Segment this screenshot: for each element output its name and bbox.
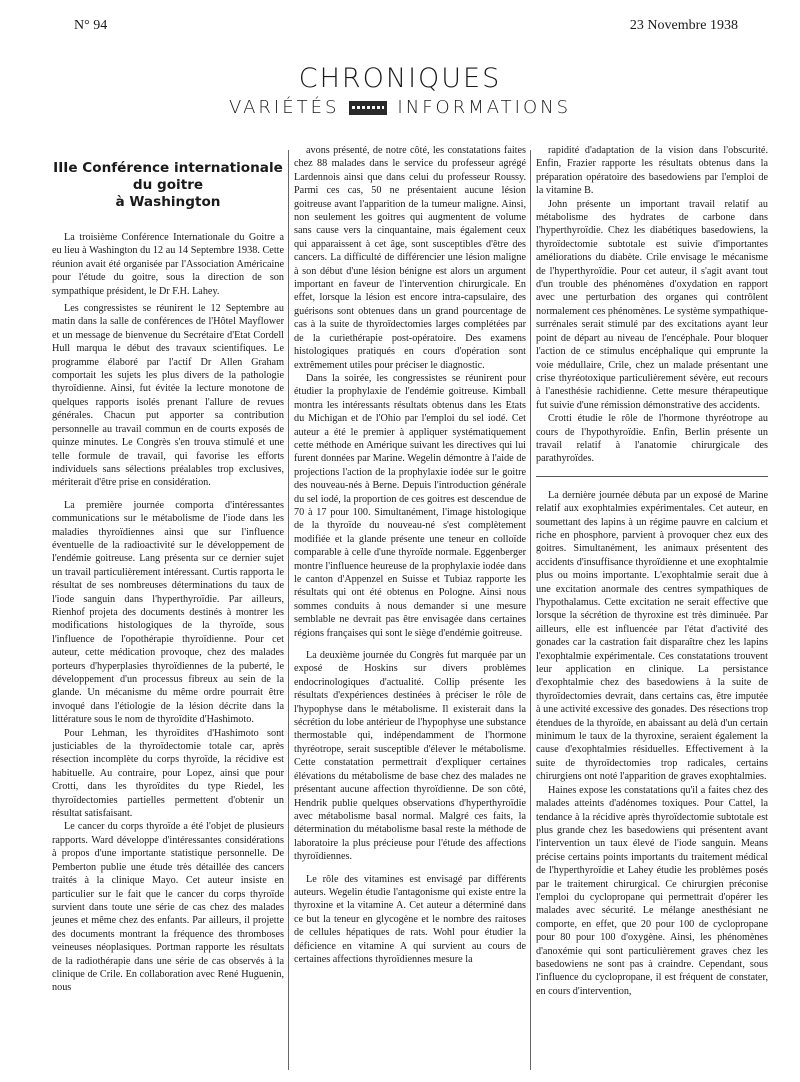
column-3: [536, 144, 768, 1072]
issue-number: N° 94: [74, 18, 108, 33]
paragraph: John présente un important travail relatif au métabolisme des hydrates de carbone dans l'hyperthyroïdie. Chez les diabétiques basedowiens, la thyroïdectomie subtotale est suivie d'importantes améliorations du diabète. Crile envisage le mécanisme de l'hyperthyroïdie. Pour cet auteur, il s'agit avant tout d'un trouble des phénomènes d'oxydation en rapport avec une perturbation des organes qui contrôlent normalement ces phénomènes. Le système sympathique-surrénales serait stimulé par des excitations ayant leur point de départ au niveau de l'encéphale. Pour bloquer l'action de ce stimulus encéphalique qui emprunte la voie médullaire, Crile, chez un malade présentant une crise thyréotoxique particulièrement sévère, eut recours à l'anesthésie rachidienne. Cette mesure thérapeutique fut suivie d'une rémission démonstrative des accidents.: [536, 198, 768, 411]
masthead-informations: INFORMATIONS: [397, 97, 572, 118]
column-1: [52, 144, 284, 1072]
issue-date: 23 Novembre 1938: [629, 18, 738, 33]
paragraph: Les congressistes se réunirent le 12 Septembre au matin dans la salle de conférences de l'Hôtel Mayflower et un message de bienvenue du Secrétaire d'Etat Cordell Hull marqua le début des travaux scientifiques. Le programme élaboré par l'actif Dr Allen Graham comportait les sujets les plus divers de la pathologie thyroïdienne. Ainsi, fut évitée la lecture monotone de quelques rapports isolés prenant l'allure de revues générales. Chacun put apporter sa contribution personnelle au travail commun en de courts exposés de quinze minutes. Le Congrès s'en trouva stimulé et une telle formule de travail, qui favorise les efforts individuels sans sélections préalables trop exclusives, mériterait d'être prise en considération.: [52, 303, 284, 489]
paragraph: Crotti étudie le rôle de l'hormone thyréotrope au cours de l'hypothyroïdie. Enfin, Berlin présente un travail relatif à l'anatomie chirurgicale des parathyroïdes.: [536, 413, 768, 465]
paragraph: Le cancer du corps thyroïde a été l'objet de plusieurs rapports. Ward développe d'intéressantes considérations à propos d'une importante statistique personnelle. De Pemberton publie une étude très détaillée des cancers traités à la clinique Mayo. Cet auteur insiste en particulier sur le fait que le cancer du corps thyroïde survient dans toute une série de cas chez des malades jeunes et même chez des enfants. Par ailleurs, il projette des documents montrant la fréquence des thromboses veineuses néoplasiques. Portman rapporte les résultats de la radiothérapie dans une série de cas observés à la clinique de Crile. En collaboration avec René Huguenin, nous: [52, 821, 284, 994]
paragraph: Dans la soirée, les congressistes se réunirent pour étudier la prophylaxie de l'endémie goitreuse. Kimball montra les intéressants résultats obtenus dans les Etats du Michigan et de l'Ohio par l'emploi du sel iodé. Cet auteur a été le premier à appliquer systématiquement cette méthode en Amérique suivant les directives qui lui furent données par Marine. Wegelin démontre à l'aide de projections l'action de la prophylaxie iodée sur le goitre des nouveau-nés à Berne. Depuis l'introduction générale du sel iodé, la proportion de ces goitres est descendue de 70 à 17 pour 100. Simultanément, l'image histologique de la thyroïde du nouveau-né s'est complètement modifiée et la glande présente une teneur en colloïde comparable à celle d'une thyroïde normale. Eggenberger montre l'influence heureuse de la prophylaxie iodée dans le canton d'Appenzel en Suisse et Tubiaz rapporte les résultats qui ont été obtenus en Pologne. Ainsi nous sommes conduits à nous demander si une mesure semblable ne devrait pas être envisagée dans certaines régions françaises qui sont le siège d'endémie goitreuse.: [294, 372, 526, 639]
paragraph: La première journée comporta d'intéressantes communications sur le métabolisme de l'iode dans les maladies thyroïdiennes ainsi que sur l'influence éventuelle de la radioactivité sur le développement de l'endémie goitreuse. Lang présenta sur ce dernier sujet un travail particulièrement intéressant. Curtis rapporta le résultat de ses nombreuses déterminations du taux de l'iode sanguin dans l'hyperthyroïdie. Par ailleurs, Rienhof projeta des documents destinés à montrer les modifications histologiques de la thyroïde, sous l'influence de l'opothérapie thyroïdienne. Pour cet auteur, cette médication provoque, chez des malades porteurs d'hyperplasies thyroïdiennes de la puberté, le développement d'un processus fibreux au sein de la glande. Un mécanisme du même ordre pourrait être invoqué dans l'étiologie de la lésion décrite dans la littérature sous le nom de thyroïdite d'Hashimoto.: [52, 499, 284, 726]
ornament-icon: [349, 101, 387, 115]
paragraph: Haines expose les constatations qu'il a faites chez des malades atteints d'adénomes toxiques. Pour Cattel, la tendance à la récidive après thyroïdectomie subtotale est plus grande chez les basedowiens qui présentent avant l'intervention un taux élevé de l'iode sanguin. Means précise certains points importants du traitement médical de l'hyperthyroïdie et Lahey étudie les problèmes posés par le traitement chirurgical. Ce chirurgien préconise l'emploi du cyclopropane qui permettrait d'opérer les malades avec sécurité. Le mélange anesthésiant ne comporte, en effet, que 20 pour 100 de cyclopropane pour 80 pour 100 d'oxygène. Ainsi, les phénomènes d'anoxémie qui sont particulièrement graves chez les basedowiens ne sont pas à craindre. Cependant, sous l'influence du cyclopropane, il est fréquent de constater, en cours d'intervention,: [536, 784, 768, 997]
paragraph: La dernière journée débuta par un exposé de Marine relatif aux exophtalmies expérimentales. Cet auteur, en soumettant des lapins à un régime pauvre en calcium et riche en phosphore, parvient à provoquer chez eux des goitres. Simultanément, les animaux présentent des accidents d'insuffisance thyroïdienne et une exophtalmie plus ou moins importante. L'exophtalmie serait due à une excitation anormale des centres sympathiques de l'hypothalamus. Cette excitation ne serait effective que lorsque la sécrétion de thyroxine est très diminuée. Par ailleurs, elle est influencée par l'état d'activité des gonades car la castration fait disparaître chez les lapins l'exophtalmie expérimentale. Ces constatations trouvent leur application en clinique. La persistance d'exophtalmie chez des basedowiens à la suite de thyroïdectomies devrait, dans certains cas, être imputée à une activité excessive des gonades. Des résections trop étendues de la thyroïde, en abaissant au delà d'un certain minimum le taux de la thyroxine, seraient également la cause d'exophtalmies résiduelles. Effectivement à la suite de thyroïdectomies trop radicales, certains chirurgiens ont noté l'apparition de graves exophtalmies.: [536, 489, 768, 783]
paragraph: Pour Lehman, les thyroïdites d'Hashimoto sont justiciables de la thyroïdectomie totale car, après résection incomplète du corps thyroïde, la récidive est habituelle. Au contraire, pour Lopez, ainsi que pour Crotti, dans les thyroïdites du type Riedel, les thyroïdectomies partielles permettent d'obtenir un résultat satisfaisant.: [52, 727, 284, 820]
article-title: [52, 160, 284, 211]
paragraph: La deuxième journée du Congrès fut marquée par un exposé de Hoskins sur divers problèmes endocrinologiques d'actualité. Collip présente les résultats d'expériences destinées à préciser le rôle de l'hypophyse dans le métabolisme. Il existerait dans la sécrétion du lobe antérieur de l'hypophyse une substance thermostable qui, indépendamment de l'hormone thyréotrope, serait susceptible d'élever le métabolisme. Cette constatation permettrait d'expliquer certaines élévations du métabolisme de base chez des malades ne présentant aucune affection thyroïdienne. De son côté, Hendrik publie quelques observations d'hyperthyroïdie avec métabolisme basal normal. Malgré ces faits, la détermination du métabolisme basal reste la méthode de laboratoire la plus précieuse pour l'étude des affections thyroïdiennes.: [294, 650, 526, 863]
column-2: [294, 144, 526, 1072]
paragraph: rapidité d'adaptation de la vision dans l'obscurité. Enfin, Frazier rapporte les résultats obtenus dans la préparation opératoire des basedowiens par l'emploi de la vitamine B.: [536, 145, 768, 197]
masthead-chroniques: CHRONIQUES: [298, 63, 502, 94]
page-header: [74, 18, 738, 38]
article-title-line: IIIe Conférence internationale: [53, 160, 283, 176]
masthead-varietes: VARIÉTÉS: [228, 97, 340, 118]
article-title-line: du goitre: [132, 177, 204, 193]
section-rule: [536, 476, 768, 477]
paragraph: Le rôle des vitamines est envisagé par différents auteurs. Wegelin étudie l'antagonisme qui existe entre la thyroxine et la vitamine A. Cet auteur a déterminé dans ce but la teneur en glycogène et le nombre des raitoses de cellules hépatiques de rats. Wohl pour étudier la déficience en vitamine A qui survient au cours de certaines affections thyroïdiennes mesure la: [294, 873, 526, 965]
article-body: [52, 144, 768, 1072]
paragraph: avons présenté, de notre côté, les constatations faites chez 88 malades dans le service du professeur agrégé Lardennois ainsi que dans celui du professeur Roussy. Parmi ces cas, 50 ne présentaient aucune lésion goitreuse avant l'apparition de la tumeur maligne. Ainsi, non seulement les goitres qui augmentent de volume sans cause vers la cinquantaine, mais également ceux qui apparaissent à cet âge, sont susceptibles d'être des cancers. La difficulté de différencier une lésion maligne à son début d'une lésion bénigne est alors un argument important en faveur de l'intervention chirurgicale. En effet, lorsque la lésion est encore intra-capsulaire, des guérisons sont obtenues dans un grand pourcentage de cas à la suite de thyroïdectomies larges complétées par de la curiethérapie post-opératoire. Des examens histologiques pratiqués en cours d'opération sont extrêmement utiles pour préciser le diagnostic.: [294, 145, 526, 371]
article-title-line: à Washington: [115, 194, 221, 210]
masthead-subtitle: [0, 94, 800, 122]
paragraph: La troisième Conférence Internationale du Goitre a eu lieu à Washington du 12 au 14 Septembre 1938. Cette réunion avait été organisée par l'Association Américaine pour l'étude du goitre, sous la direction de son sympathique président, le Dr F.H. Lahey.: [52, 232, 284, 297]
section-masthead: [0, 64, 800, 122]
